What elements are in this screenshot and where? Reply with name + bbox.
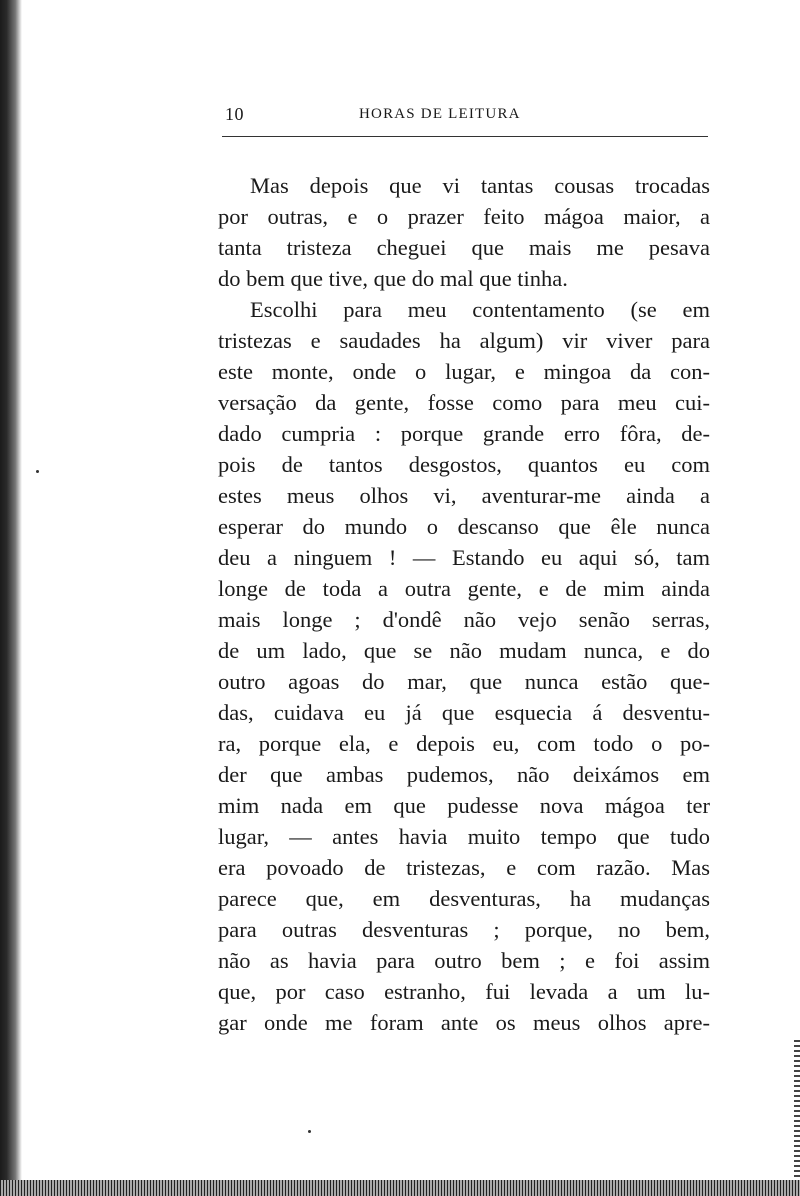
text-line: tristezas e saudades ha algum) vir viver para [218,328,710,353]
text-line: Mas depois que vi tantas cousas trocadas [250,173,710,198]
page-speck [36,470,39,473]
text-line: parece que, em desventuras, ha mudanças [218,886,710,911]
text-line: não as havia para outro bem ; e foi assim [218,948,710,973]
text-line: estes meus olhos vi, aventurar-me ainda a [218,483,710,508]
text-line: longe de toda a outra gente, e de mim ainda [218,576,710,601]
page-right-edge-marks [794,1040,800,1180]
text-line: Escolhi para meu contentamento (se em [250,297,710,322]
text-line: do bem que tive, que do mal que tinha. [218,266,568,291]
page-number: 10 [225,104,244,124]
text-line: gar onde me foram ante os meus olhos apre- [218,1010,710,1035]
text-line: der que ambas pudemos, não deixámos em [218,762,710,787]
body-text [218,170,710,1038]
text-line: outro agoas do mar, que nunca estão que- [218,669,710,694]
page-bottom-edge [0,1180,800,1196]
text-line: lugar, — antes havia muito tempo que tudo [218,824,710,849]
page-speck [308,1130,311,1133]
text-line: por outras, e o prazer feito mágoa maior, a [218,204,710,229]
text-line: dado cumpria : porque grande erro fôra, de- [218,421,710,446]
text-line: este monte, onde o lugar, e mingoa da con- [218,359,710,384]
running-title: HORAS DE LEITURA [359,106,521,122]
text-line: de um lado, que se não mudam nunca, e do [218,638,710,663]
text-line: esperar do mundo o descanso que êle nunca [218,514,710,539]
text-line: das, cuidava eu já que esquecia á desventu- [218,700,710,725]
page-binding-edge [0,0,22,1196]
text-line: mim nada em que pudesse nova mágoa ter [218,793,710,818]
text-line: versação da gente, fosse como para meu cui- [218,390,710,415]
text-line: pois de tantos desgostos, quantos eu com [218,452,710,477]
text-line: para outras desventuras ; porque, no bem, [218,917,710,942]
text-line: tanta tristeza cheguei que mais me pesava [218,235,710,260]
page-header [222,104,708,137]
text-line: mais longe ; d'ondê não vejo senão serras, [218,607,710,632]
text-line: que, por caso estranho, fui levada a um lu- [218,979,710,1004]
text-line: era povoado de tristezas, e com razão. Mas [218,855,710,880]
text-line: ra, porque ela, e depois eu, com todo o po- [218,731,710,756]
text-line: deu a ninguem ! — Estando eu aqui só, tam [218,545,710,570]
